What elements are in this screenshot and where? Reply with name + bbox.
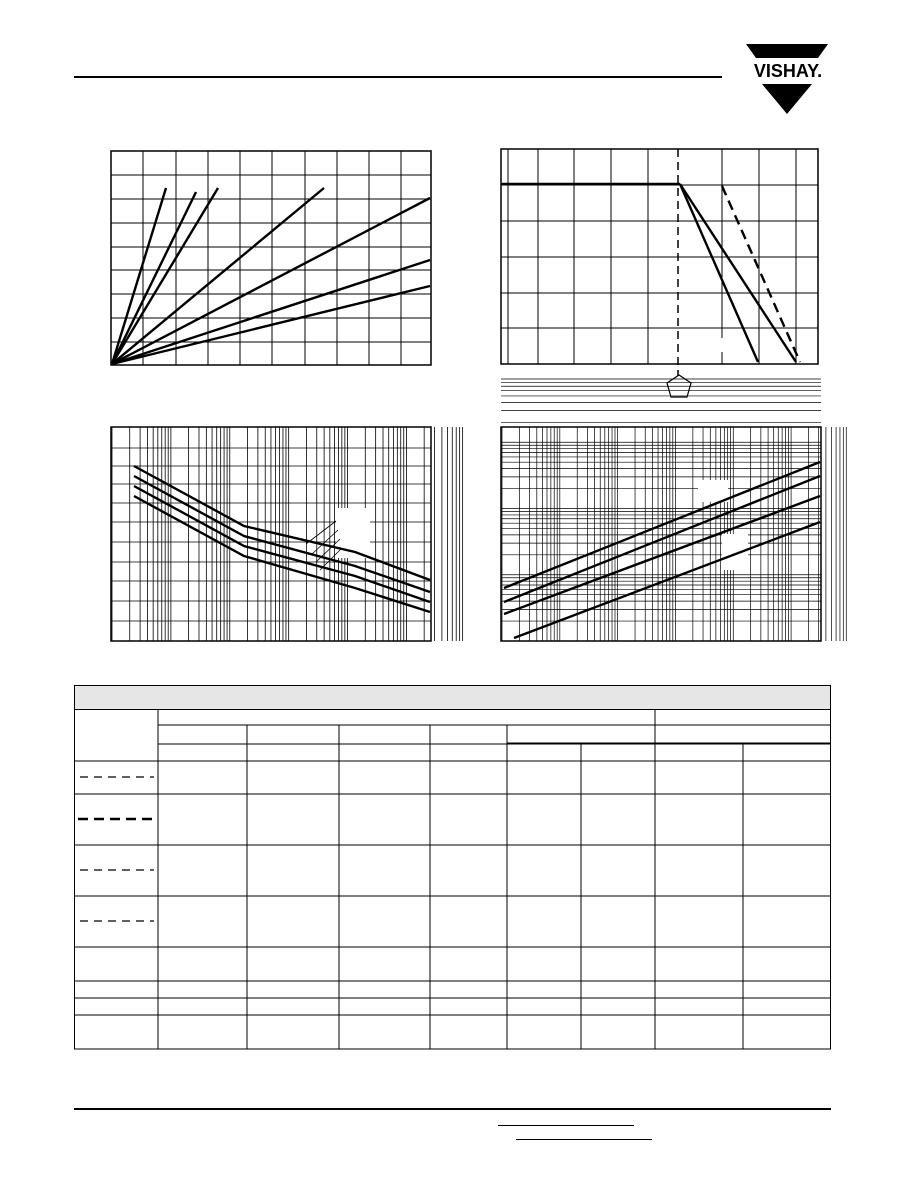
series-line [504, 462, 820, 588]
chart-bottom-right-grid [501, 379, 846, 641]
chart-top-left [110, 150, 432, 366]
vishay-logo-text: VISHAY. [753, 61, 823, 81]
chart-top-right-series [501, 149, 800, 378]
vishay-logo [740, 44, 834, 116]
chart-bottom-right [500, 426, 822, 642]
chart-bottom-left-grid [111, 427, 463, 641]
series-line [680, 184, 758, 362]
table-line-style-samples [78, 777, 156, 921]
chart-top-left-grid [111, 151, 431, 365]
series-line [134, 496, 430, 612]
footer-link-underline-2[interactable] [516, 1139, 652, 1140]
series-line [112, 192, 196, 364]
header-rule [74, 76, 722, 78]
chart-top-right [500, 148, 820, 366]
series-line [680, 184, 796, 362]
chart-bottom-left [110, 426, 432, 642]
series-line [722, 186, 800, 362]
chart-top-left-series [112, 188, 430, 364]
chart-bottom-right-label-mask [698, 480, 728, 502]
footer-rule [74, 1108, 831, 1110]
table-grid [74, 710, 831, 1049]
footer-link-underline-1[interactable] [498, 1125, 634, 1126]
series-line [112, 188, 166, 364]
data-table [74, 685, 831, 1050]
chart-top-right-grid [501, 149, 818, 364]
series-line [112, 260, 430, 364]
series-line [134, 466, 430, 580]
table-title-bar [75, 686, 831, 710]
chart-top-right-label-mask [712, 338, 734, 352]
